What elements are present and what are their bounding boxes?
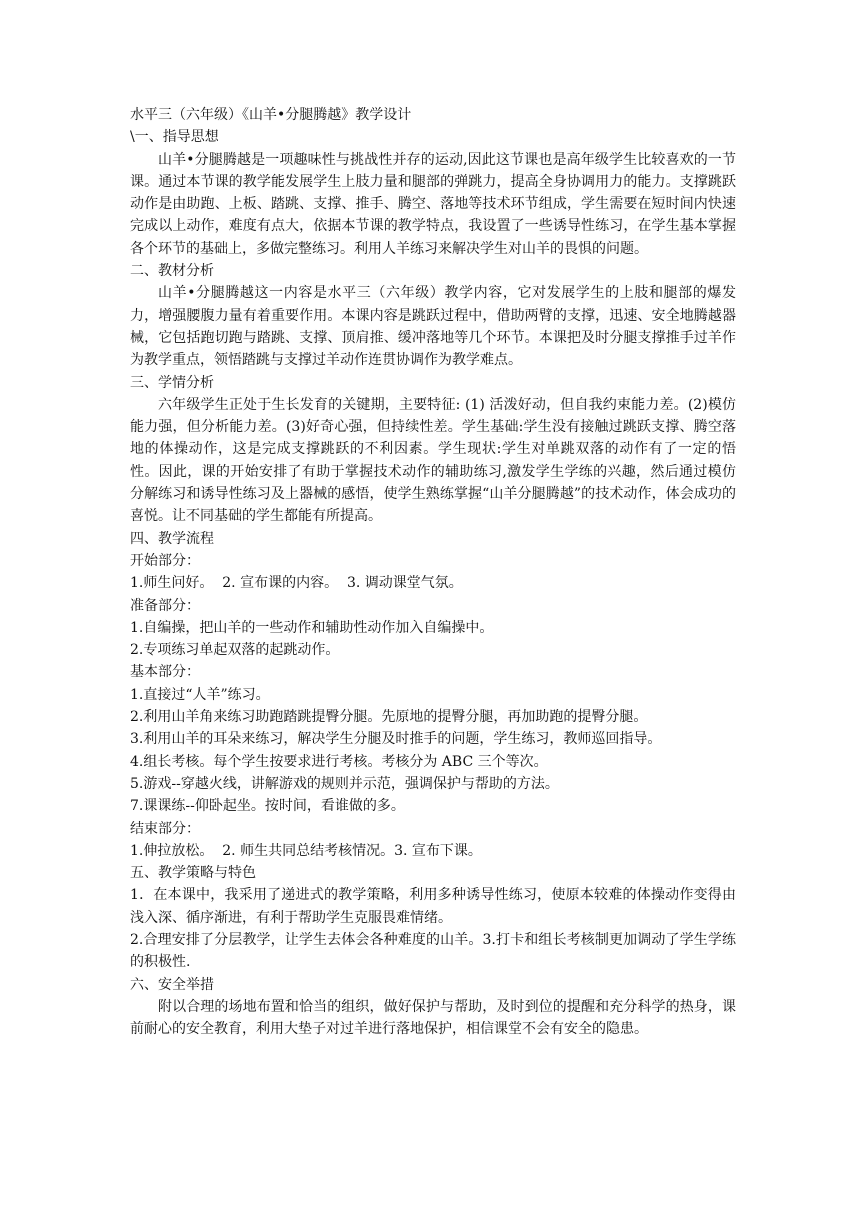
section-heading-teaching-flow: 四、教学流程 (130, 530, 214, 547)
paragraph-guiding-thought: 山羊•分腿腾越是一项趣味性与挑战性并存的运动,因此这节课也是高年级学生比较喜欢的一节课。通过本节课的教学能发展学生上肢力量和腿部的弹跳力，提高全身协调用力的能力。支撑跳跃动作是由助跑、上板、踏跳、支撑、推手、腾空、落地等技术环节组成，学生需要在短时间内快速完成以上动作，难度有点大，依据本节课的教学特点，我设置了一些诱导性练习，在学生基本掌握各个环节的基础上，多做完整练习。利用人羊练习来解决学生对山羊的畏惧的问题。 (130, 151, 736, 257)
paragraph-material-analysis: 山羊•分腿腾越这一内容是水平三（六年级）教学内容，它对发展学生的上肢和腿部的爆发力，增强腰腹力量有着重要作用。本课内容是跳跃过程中，借助两臂的支撑，迅速、安全地腾越器械，它包括跑切跑与踏跳、支撑、顶肩推、缓冲落地等几个环节。本课把及时分腿支撑推手过羊作为教学重点，领悟踏跳与支撑过羊动作连贯协调作为教学难点。 (130, 285, 736, 369)
section-heading-guiding-thought: \一、指导思想 (130, 129, 219, 146)
section-heading-student-analysis: 三、学情分析 (130, 374, 214, 391)
flow-item: 2.利用山羊角来练习助跑踏跳提臀分腿。先原地的提臀分腿，再加助跑的提臀分腿。 (130, 709, 648, 726)
paragraph-student-analysis: 六年级学生正处于生长发育的关键期，主要特征: (1) 活泼好动，但自我约束能力差。(2)模仿能力强，但分析能力差。(3)好奇心强，但持续性差。学生基础:学生没有接触过跳跃支撑、腾空落地的体操动作，这是完成支撑跳跃的不利因素。学生现状:学生对单跳双落的动作有了一定的悟性。因此，课的开始安排了有助于掌握技术动作的辅助练习,激发学生学练的兴趣，然后通过模仿分解练习和诱导性练习及上器械的感悟，使学生熟练掌握“山羊分腿腾越”的技术动作，体会成功的喜悦。让不同基础的学生都能有所提高。 (130, 396, 736, 525)
document-body (130, 104, 736, 1040)
strategy-item: 1．在本课中，我采用了递进式的教学策略，利用多种诱导性练习，使原本较难的体操动作变得由浅入深、循序渐进，有利于帮助学生克服畏难情绪。 (130, 887, 736, 926)
section-heading-strategy: 五、教学策略与特色 (130, 865, 256, 882)
flow-item: 1.师生问好。 2. 宣布课的内容。 3. 调动课堂气氛。 (130, 575, 463, 592)
flow-item: 5.游戏--穿越火线，讲解游戏的规则并示范，强调保护与帮助的方法。 (130, 775, 559, 792)
flow-item: 1.伸拉放松。 2. 师生共同总结考核情况。3. 宣布下课。 (130, 842, 482, 859)
flow-item: 7.课课练--仰卧起坐。按时间，看谁做的多。 (130, 798, 405, 815)
flow-part-label-start: 开始部分： (130, 552, 200, 569)
flow-part-label-end: 结束部分： (130, 820, 200, 837)
flow-item: 2.专项练习单起双落的起跳动作。 (130, 642, 340, 659)
paragraph-safety: 附以合理的场地布置和恰当的组织，做好保护与帮助，及时到位的提醒和充分科学的热身，课前耐心的安全教育，利用大垫子对过羊进行落地保护，相信课堂不会有安全的隐患。 (130, 998, 736, 1038)
flow-item: 4.组长考核。每个学生按要求进行考核。考核分为 ABC 三个等次。 (130, 753, 548, 770)
document-title: 水平三（六年级）《山羊•分腿腾越》教学设计 (130, 107, 412, 123)
flow-item: 1.自编操，把山羊的一些动作和辅助性动作加入自编操中。 (130, 619, 494, 636)
flow-part-label-prepare: 准备部分： (130, 597, 200, 614)
strategy-item: 2.合理安排了分层教学，让学生去体会各种难度的山羊。3.打卡和组长考核制更加调动了学生学练的积极性. (130, 931, 736, 971)
flow-item: 1.直接过“人羊”练习。 (130, 686, 270, 703)
section-heading-safety: 六、安全举措 (130, 976, 214, 993)
section-heading-material-analysis: 二、教材分析 (130, 263, 214, 280)
flow-item: 3.利用山羊的耳朵来练习，解决学生分腿及时推手的问题，学生练习，教师巡回指导。 (130, 731, 662, 748)
flow-part-label-basic: 基本部分： (130, 664, 200, 681)
